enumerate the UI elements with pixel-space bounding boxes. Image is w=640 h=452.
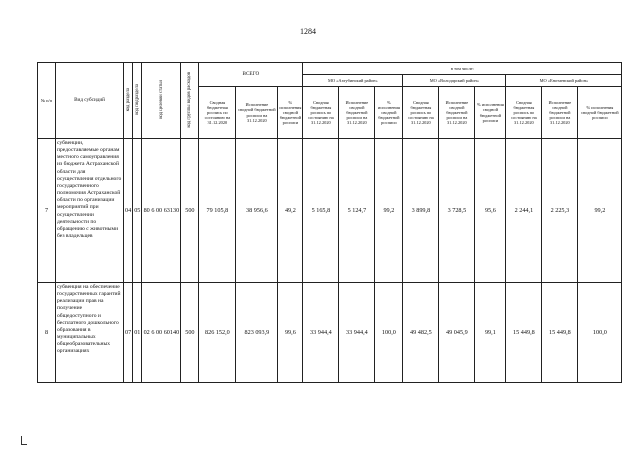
header-section-code: код раздела xyxy=(124,63,133,139)
header-subsection-code: код подраздела xyxy=(133,63,142,139)
row-mo1-pct: 99,2 xyxy=(375,139,403,283)
row-total-pct: 99,6 xyxy=(278,283,303,383)
row-mo1-plan: 5 165,8 xyxy=(303,139,339,283)
row-description: субвенции, предоставляемые органам местного самоуправления из бюджета Астраханской области для осуществления отдельного государственного полномочия Астраханской области по организации мероприятий при осуществлении деятельности по обращению с животными без владельцев xyxy=(56,139,124,283)
header-mo2-pct: % исполнения сводной бюджетной росписи xyxy=(475,87,506,139)
row-total-exec: 823 093,9 xyxy=(236,283,278,383)
row-num: 7 xyxy=(38,139,56,283)
row-num: 8 xyxy=(38,283,56,383)
row-total-plan: 79 105,8 xyxy=(199,139,236,283)
header-mo-akhtubinsky: МО «Ахтубинский район» xyxy=(303,75,403,87)
row-mo3-pct: 100,0 xyxy=(578,283,622,383)
page-number: 1284 xyxy=(300,27,316,36)
row-mo2-exec: 3 728,5 xyxy=(439,139,475,283)
row-mo3-pct: 99,2 xyxy=(578,139,622,283)
header-mo3-plan: Сводная бюджетная роспись по состоянию на 31.12.2020 xyxy=(506,87,542,139)
header-mo1-pct: % исполнения сводной бюджетной росписи xyxy=(375,87,403,139)
row-description: субвенция на обеспечение государственных гарантий реализации прав на получение общедоступного и бесплатного дошкольного образования в муниципальных общеобразовательных организациях xyxy=(56,283,124,383)
header-mo1-exec: Исполнение сводной бюджетной росписи на 31.12.2020 xyxy=(339,87,375,139)
header-subsidy-type: Вид субсидий xyxy=(56,63,124,139)
row-expense-code: 500 xyxy=(181,283,199,383)
row-mo1-plan: 33 944,4 xyxy=(303,283,339,383)
header-mo1-plan: Сводная бюджетная роспись по состоянию на 31.12.2020 xyxy=(303,87,339,139)
header-target-code: код целевой статьи xyxy=(142,63,181,139)
header-total: ВСЕГО xyxy=(199,63,303,87)
row-mo3-plan: 2 244,1 xyxy=(506,139,542,283)
row-mo2-pct: 99,1 xyxy=(475,283,506,383)
row-mo3-plan: 15 449,8 xyxy=(506,283,542,383)
row-mo1-exec: 33 944,4 xyxy=(339,283,375,383)
row-mo2-pct: 95,6 xyxy=(475,139,506,283)
header-including: в том числе: xyxy=(303,63,622,75)
header-total-exec: Исполнение сводной бюджетной росписи на 31.12.2020 xyxy=(236,87,278,139)
header-expense-code: код группы видов расходов xyxy=(181,63,199,139)
row-section-code: 04 xyxy=(124,139,133,283)
row-mo2-plan: 49 482,5 xyxy=(403,283,439,383)
header-mo2-exec: Исполнение сводной бюджетной росписи на 31.12.2020 xyxy=(439,87,475,139)
row-mo1-exec: 5 124,7 xyxy=(339,139,375,283)
row-total-plan: 826 152,0 xyxy=(199,283,236,383)
row-mo2-plan: 3 899,8 xyxy=(403,139,439,283)
row-total-pct: 49,2 xyxy=(278,139,303,283)
table-row xyxy=(38,139,622,283)
header-total-pct: % исполнения сводной бюджетной росписи xyxy=(278,87,303,139)
row-subsection-code: 01 xyxy=(133,283,142,383)
row-target-code: 02 6 00 60140 xyxy=(142,283,181,383)
row-target-code: 80 6 00 63130 xyxy=(142,139,181,283)
subsidy-table xyxy=(37,62,622,383)
row-expense-code: 500 xyxy=(181,139,199,283)
row-subsection-code: 05 xyxy=(133,139,142,283)
table-row xyxy=(38,283,622,383)
header-mo-volodarsky: МО «Володарский район» xyxy=(403,75,506,87)
header-mo-enotaevsky: МО «Енотаевский район» xyxy=(506,75,622,87)
header-mo3-pct: % исполнения сводной бюджетной росписи xyxy=(578,87,622,139)
row-mo3-exec: 2 225,3 xyxy=(542,139,578,283)
header-total-plan: Сводная бюджетная роспись по состоянию на 31.12.2020 xyxy=(199,87,236,139)
header-num: № п/п xyxy=(38,63,56,139)
margin-mark xyxy=(21,436,27,445)
row-section-code: 07 xyxy=(124,283,133,383)
header-mo2-plan: Сводная бюджетная роспись по состоянию на 31.12.2020 xyxy=(403,87,439,139)
row-mo2-exec: 49 045,9 xyxy=(439,283,475,383)
row-mo3-exec: 15 449,8 xyxy=(542,283,578,383)
header-mo3-exec: Исполнение сводной бюджетной росписи на 31.12.2020 xyxy=(542,87,578,139)
row-mo1-pct: 100,0 xyxy=(375,283,403,383)
row-total-exec: 38 956,6 xyxy=(236,139,278,283)
